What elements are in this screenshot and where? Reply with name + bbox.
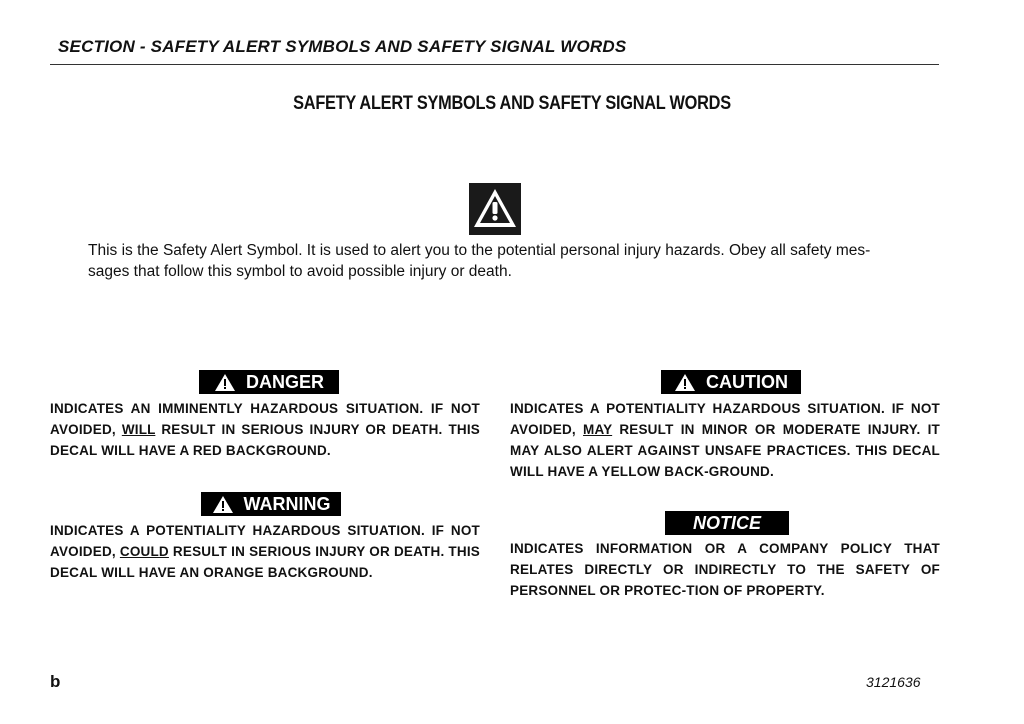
caution-badge	[661, 370, 801, 394]
page-letter: b	[50, 672, 61, 691]
danger-desc-post: RESULT IN SERIOUS INJURY OR DEATH. THIS DECAL WILL HAVE A RED BACKGROUND.	[50, 422, 480, 458]
warning-desc-pre: INDICATES A POTENTIALITY HAZARDOUS SITUATION. IF NOT AVOIDED,	[50, 523, 480, 559]
notice-label: NOTICE	[692, 512, 761, 533]
warning-triangle-icon	[214, 373, 236, 392]
warning-description	[50, 520, 480, 583]
section-header: SECTION - SAFETY ALERT SYMBOLS AND SAFETY SIGNAL WORDS	[58, 37, 627, 56]
warning-label: WARNING	[243, 493, 331, 514]
danger-label: DANGER	[245, 371, 324, 392]
warning-desc-emphasis: COULD	[119, 544, 169, 559]
danger-desc-emphasis: WILL	[121, 422, 156, 437]
caution-description	[510, 398, 940, 482]
caution-desc-post: RESULT IN MINOR OR MODERATE INJURY. IT MAY ALSO ALERT AGAINST UNSAFE PRACTICES. THIS DECAL WILL HAVE A YELLOW BACK-GROUND.	[510, 422, 940, 479]
danger-desc-pre: INDICATES AN IMMINENTLY HAZARDOUS SITUATION. IF NOT AVOIDED,	[50, 401, 480, 437]
safety-alert-symbol-icon	[469, 183, 521, 235]
document-number: 3121636	[866, 674, 921, 690]
intro-paragraph	[88, 240, 918, 282]
warning-desc-post: RESULT IN SERIOUS INJURY OR DEATH. THIS DECAL WILL HAVE AN ORANGE BACKGROUND.	[50, 544, 480, 580]
page-title: SAFETY ALERT SYMBOLS AND SAFETY SIGNAL WORDS	[293, 93, 731, 114]
intro-line-2: sages that follow this symbol to avoid possible injury or death.	[88, 263, 512, 280]
warning-triangle-icon	[674, 373, 696, 392]
caution-desc-emphasis: MAY	[583, 422, 613, 437]
danger-badge	[199, 370, 339, 394]
header-divider	[50, 64, 939, 65]
caution-label: CAUTION	[706, 371, 788, 392]
danger-description	[50, 398, 480, 461]
notice-description: INDICATES INFORMATION OR A COMPANY POLICY THAT RELATES DIRECTLY OR INDIRECTLY TO THE SAFETY OF PERSONNEL OR PROTEC-TION OF PROPERTY.	[510, 541, 940, 598]
warning-triangle-icon	[212, 495, 234, 514]
notice-badge	[665, 511, 789, 535]
intro-line-1: This is the Safety Alert Symbol. It is used to alert you to the potential personal injury hazards. Obey all safety mes-	[88, 242, 871, 259]
caution-desc-pre: INDICATES A POTENTIALITY HAZARDOUS SITUATION. IF NOT AVOIDED,	[510, 401, 940, 437]
warning-badge	[201, 492, 341, 516]
